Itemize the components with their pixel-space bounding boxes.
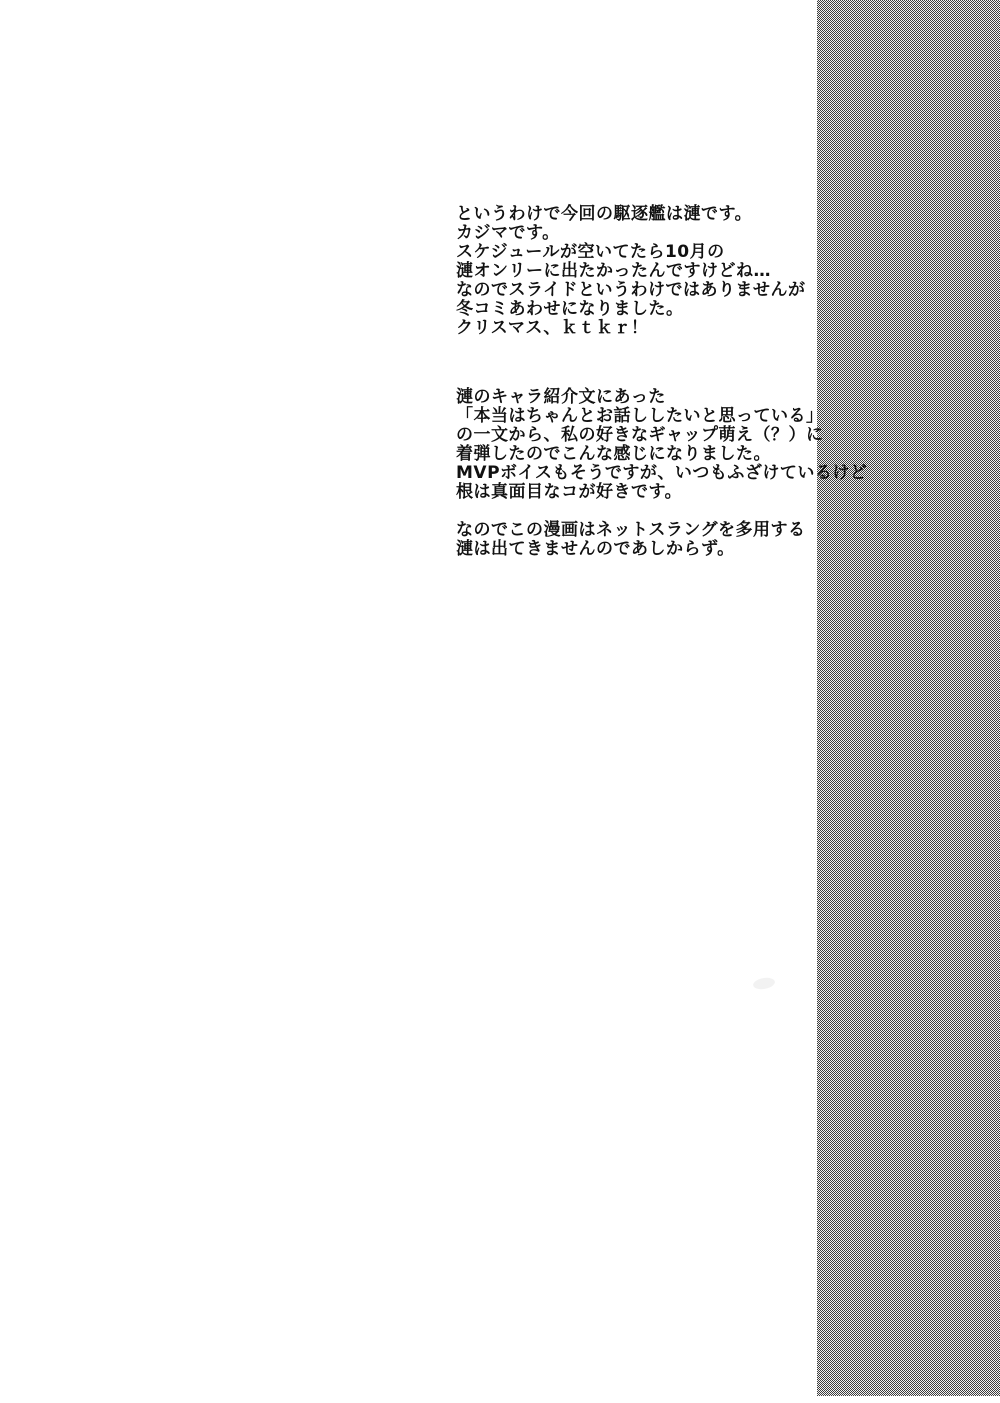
afterword-paragraph-3 (456, 521, 867, 559)
afterword-line: というわけで今回の駆逐艦は漣です。 (456, 204, 753, 224)
afterword-line: カジマです。 (456, 223, 560, 243)
afterword-line: 「本当はちゃんとお話ししたいと思っている」 (456, 406, 824, 426)
afterword-line: MVPボイスもそうですが、いつもふざけているけど (456, 463, 868, 483)
afterword-line: 冬コミあわせになりました。 (456, 299, 684, 319)
afterword-line: 根は真面目なコが好きです。 (456, 482, 683, 502)
scan-smudge (752, 976, 776, 991)
afterword-line: の一文から、私の好きなギャップ萌え（？）に (456, 425, 824, 445)
afterword-line: 漣オンリーに出たかったんですけどね… (456, 261, 771, 281)
afterword-line: なのでスライドというわけではありませんが (456, 280, 806, 300)
afterword-line: クリスマス、ｋｔｋｒ！ (456, 318, 649, 338)
afterword-line: なのでこの漫画はネットスラングを多用する (456, 520, 806, 540)
afterword-line: 漣のキャラ紹介文にあった (456, 387, 666, 407)
afterword-text-block (456, 205, 867, 559)
afterword-line: スケジュールが空いてたら10月の (456, 242, 725, 262)
afterword-paragraph-1 (456, 205, 867, 338)
afterword-paragraph-2 (456, 388, 867, 502)
afterword-line: 漣は出てきませんのであしからず。 (456, 539, 735, 559)
afterword-line: 着弾したのでこんな感じになりました。 (456, 444, 771, 464)
